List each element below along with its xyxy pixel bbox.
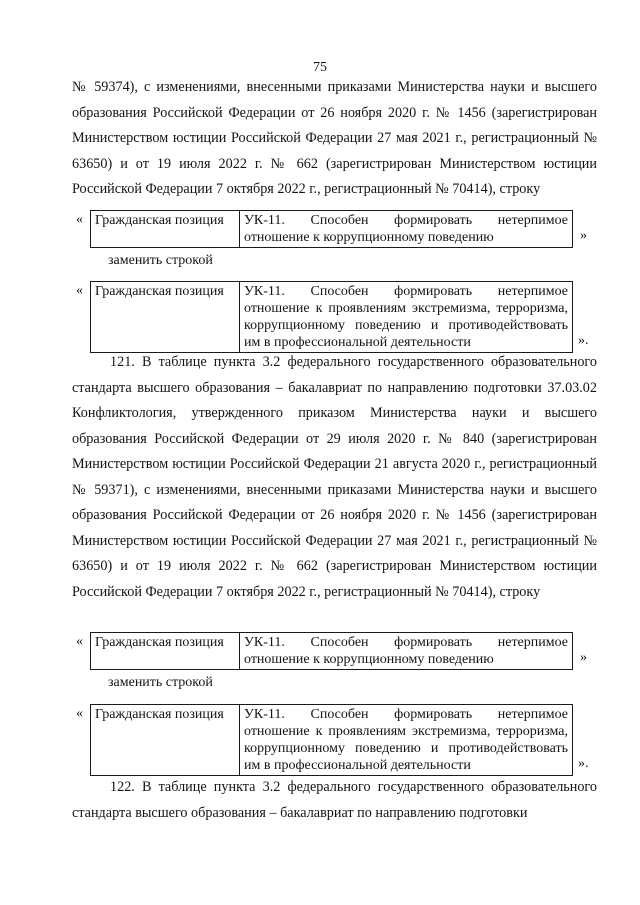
competence-line: коррупционному поведению и противодействовать	[244, 318, 568, 333]
category-cell: Гражданская позиция	[91, 633, 240, 670]
competence-cell	[240, 705, 573, 776]
category-cell: Гражданская позиция	[91, 705, 240, 776]
replace-label: заменить строкой	[108, 253, 213, 268]
opening-quote: «	[76, 212, 83, 227]
quote-block-old-2	[72, 632, 602, 668]
competence-line: УК-11. Способен формировать нетерпимое	[244, 213, 568, 228]
competence-line: им в профессиональной деятельности	[244, 758, 471, 773]
competence-cell	[240, 211, 573, 248]
paragraph-122: 122. В таблице пункта 3.2 федерального государственного образовательного стандарта высшего образования – бакалавриат по направлению подготовки	[72, 779, 597, 821]
competence-line: УК-11. Способен формировать нетерпимое	[244, 707, 568, 722]
competence-line: отношение к коррупционному поведению	[244, 652, 494, 667]
paragraph-intro: № 59374), с изменениями, внесенными приказами Министерства науки и высшего образования Российской Федерации от 26 ноября 2020 г. № 1456 (зарегистрирован Министерством юстиции Российской Федерации 27 мая 2021 г., регистрационный № 63650) и от 19 июля 2022 г. № 662 (зарегистрирован Министерством юстиции Российской Федерации 7 октября 2022 г., регистрационный № 70414), строку	[72, 79, 597, 197]
closing-quote: »	[580, 650, 587, 665]
competence-line: отношение к проявлениям экстремизма, терроризма,	[244, 724, 568, 739]
paragraph-121: 121. В таблице пункта 3.2 федерального государственного образовательного стандарта высшего образования – бакалавриат по направлению подготовки 37.03.02 Конфликтология, утвержденного приказом Министерства науки и высшего образования Российской Федерации от 29 июля 2020 г. № 840 (зарегистрирован Министерством юстиции Российской Федерации 21 августа 2020 г., регистрационный № 59371), с изменениями, внесенными приказами Министерства науки и высшего образования Российской Федерации от 26 ноября 2020 г. № 1456 (зарегистрирован Министерством юстиции Российской Федерации 27 мая 2021 г., регистрационный № 63650) и от 19 июля 2022 г. № 662 (зарегистрирован Министерством юстиции Российской Федерации 7 октября 2022 г., регистрационный № 70414), строку	[72, 354, 597, 600]
competence-line: отношение к проявлениям экстремизма, терроризма,	[244, 301, 568, 316]
closing-quote: ».	[578, 333, 589, 348]
quote-block-new-2	[72, 704, 602, 774]
quote-block-new-1	[72, 281, 602, 351]
opening-quote: «	[76, 283, 83, 298]
competence-line: коррупционному поведению и противодействовать	[244, 741, 568, 756]
competence-line: отношение к коррупционному поведению	[244, 230, 494, 245]
opening-quote: «	[76, 706, 83, 721]
new-row-table	[90, 281, 573, 353]
opening-quote: «	[76, 634, 83, 649]
competence-cell	[240, 633, 573, 670]
quote-block-old-1	[72, 210, 602, 246]
replace-label: заменить строкой	[108, 675, 213, 690]
old-row-table	[90, 210, 573, 248]
category-cell: Гражданская позиция	[91, 282, 240, 353]
competence-line: им в профессиональной деятельности	[244, 335, 471, 350]
closing-quote: ».	[578, 756, 589, 771]
page-number: 75	[313, 60, 327, 75]
category-cell: Гражданская позиция	[91, 211, 240, 248]
competence-line: УК-11. Способен формировать нетерпимое	[244, 635, 568, 650]
competence-cell	[240, 282, 573, 353]
competence-line: УК-11. Способен формировать нетерпимое	[244, 284, 568, 299]
closing-quote: »	[580, 228, 587, 243]
new-row-table	[90, 704, 573, 776]
old-row-table	[90, 632, 573, 670]
